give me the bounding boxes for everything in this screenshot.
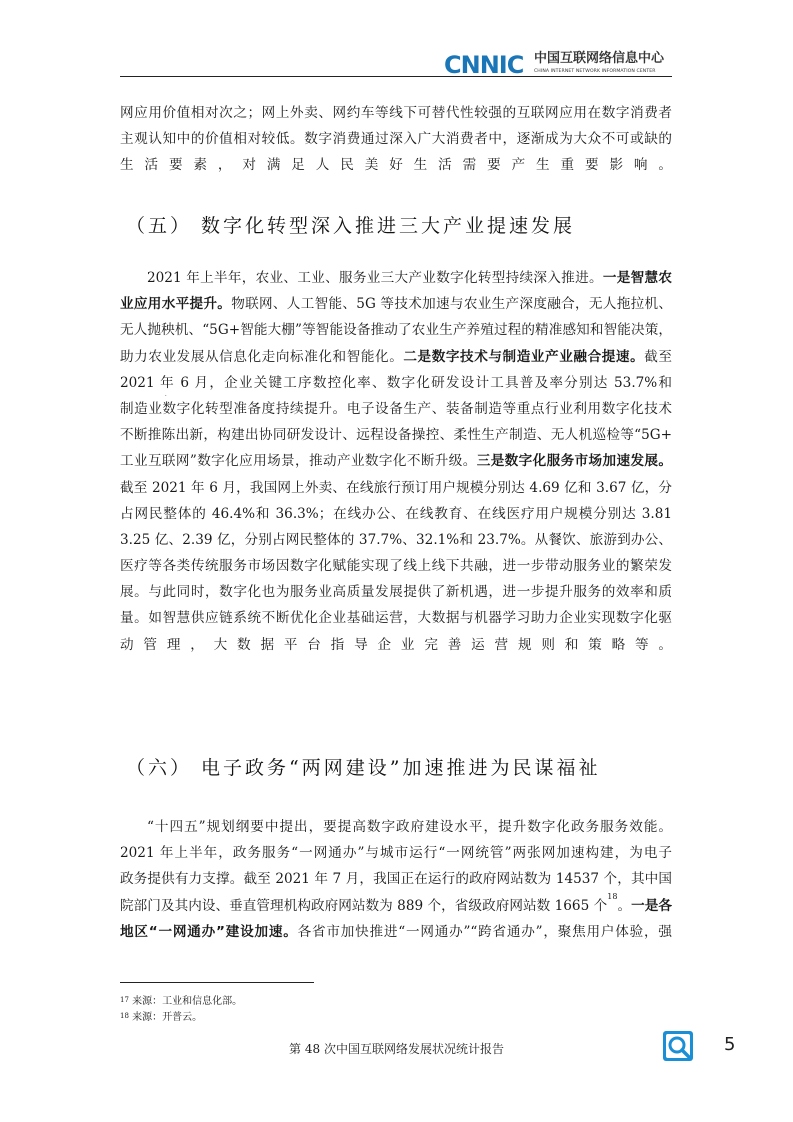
text-line: 截至 2021 年 6 月，我国网上外卖、在线旅行预订用户规模分别达 4.69 亿和 3.67 亿，分 xyxy=(120,479,672,496)
text-line xyxy=(120,919,672,945)
text-line: 展。与此同时，数字化也为服务业高质量发展提供了新机遇，进一步提升服务的效率和质 xyxy=(120,584,672,601)
footnote-text: 来源：开普云。 xyxy=(128,1012,203,1023)
footnote-number: 17 xyxy=(120,996,129,1004)
text-run: 截至 xyxy=(644,348,672,365)
section6-paragraph xyxy=(120,814,672,945)
text-line: 动管理，大数据平台指导企业完善运营规则和策略等。 xyxy=(120,636,672,653)
text-line xyxy=(120,893,672,919)
text-line: 3.25 亿、2.39 亿，分别占网民整体的 37.7%、32.1%和 23.7%。从餐饮、旅游到办公、 xyxy=(120,531,672,548)
text-run: 工业互联网”数字化应用场景，推动产业数字化不断升级。 xyxy=(120,453,477,470)
footnote-18 xyxy=(120,1012,202,1024)
text-run: 物联网、人工智能、5G 等技术加速与农业生产深度融合，无人拖拉机、 xyxy=(231,296,672,313)
bold-run: 业应用水平提升。 xyxy=(120,296,232,313)
text-line xyxy=(120,344,672,370)
footnote-text: 来源：工业和信息化部。 xyxy=(128,996,243,1007)
logo-mark: CNNIC xyxy=(444,51,524,79)
logo-english-name: CHINA INTERNET NETWORK INFORMATION CENTER xyxy=(534,69,656,74)
bold-run: 一是各 xyxy=(631,897,672,914)
text-run: 助力农业发展从信息化走向标准化和智能化。 xyxy=(120,348,404,365)
text-line: 占网民整体的 46.4%和 36.3%；在线办公、在线教育、在线医疗用户规模分别达 3.81 xyxy=(120,505,672,522)
page-number: 5 xyxy=(724,1034,736,1055)
text-line: 生活要素，对满足人民美好生活需要产生重要影响。 xyxy=(120,157,672,174)
text-run: 2021 年上半年，农业、工业、服务业三大产业数字化转型持续深入推进。 xyxy=(147,270,603,286)
footnote-rule xyxy=(120,982,314,983)
intro-paragraph xyxy=(120,100,672,179)
bold-run: 二是数字技术与制造业产业融合提速。 xyxy=(403,348,645,365)
text-run: 各省市加快推进“一网通办”“跨省通办”，聚焦用户体验，强 xyxy=(297,923,672,940)
section-heading-6: （六） 电子政务“两网建设”加速推进为民谋福祉 xyxy=(126,757,601,779)
bold-run: 地区“一网通办”建设加速。 xyxy=(120,923,298,940)
footer-report-title: 第 48 次中国互联网络发展状况统计报告 xyxy=(289,1042,504,1056)
footnote-ref: 18 xyxy=(607,892,618,901)
text-line xyxy=(120,265,672,291)
text-line: “十四五”规划纲要中提出，要提高数字政府建设水平，提升数字化政务服务效能。 xyxy=(147,819,672,835)
header-rule xyxy=(120,76,672,77)
text-line: 主观认知中的价值相对较低。数字消费通过深入广大消费者中，逐渐成为大众不可或缺的 xyxy=(120,131,672,148)
text-line: 不断推陈出新，构建出协同研发设计、远程设备操控、柔性生产制造、无人机巡检等“5G+ xyxy=(120,427,672,444)
text-run: 院部门及其内设、垂直管理机构政府网站数为 889 个，省级政府网站数 1665 个 xyxy=(120,897,608,914)
text-line: 政务提供有力支撑。截至 2021 年 7 月，我国正在运行的政府网站数为 14537 个，其中国 xyxy=(120,871,672,888)
logo-chinese-name: 中国互联网络信息中心 xyxy=(534,51,665,66)
text-run: 2021 年 6 月，企业关键工序数控化率、数字化研发设计工具普及率分别达 53.7%和 xyxy=(120,374,672,391)
section-heading-5: （五） 数字化转型深入推进三大产业提速发展 xyxy=(126,215,576,237)
text-line: 无人抛秧机、“5G+智能大棚”等智能设备推动了农业生产养殖过程的精准感知和智能决策， xyxy=(120,322,672,339)
report-search-icon xyxy=(662,1030,694,1062)
text-line: 网应用价值相对次之；网上外卖、网约车等线下可替代性较强的互联网应用在数字消费者 xyxy=(120,105,672,121)
bold-run: 一是智慧农 xyxy=(602,270,672,286)
text-line xyxy=(120,370,672,396)
section5-paragraph xyxy=(120,265,672,658)
text-line xyxy=(120,291,672,317)
text-line: 医疗等各类传统服务市场因数字化赋能实现了线上线下共融，进一步带动服务业的繁荣发 xyxy=(120,558,672,575)
text-run: 。 xyxy=(617,897,632,914)
bold-run: 三是数字化服务市场加速发展。 xyxy=(476,453,672,470)
footnote-17 xyxy=(120,996,242,1008)
text-line xyxy=(120,448,672,474)
text-line: 量。如智慧供应链系统不断优化企业基础运营，大数据与机器学习助力企业实现数字化驱 xyxy=(120,610,672,627)
text-line: 2021 年上半年，政务服务“一网通办”与城市运行“一网统管”两张网加速构建，为电子 xyxy=(120,845,672,862)
text-line: 制造业数字化转型准备度持续提升。电子设备生产、装备制造等重点行业利用数字化技术 xyxy=(120,400,672,417)
footnote-number: 18 xyxy=(120,1012,129,1020)
